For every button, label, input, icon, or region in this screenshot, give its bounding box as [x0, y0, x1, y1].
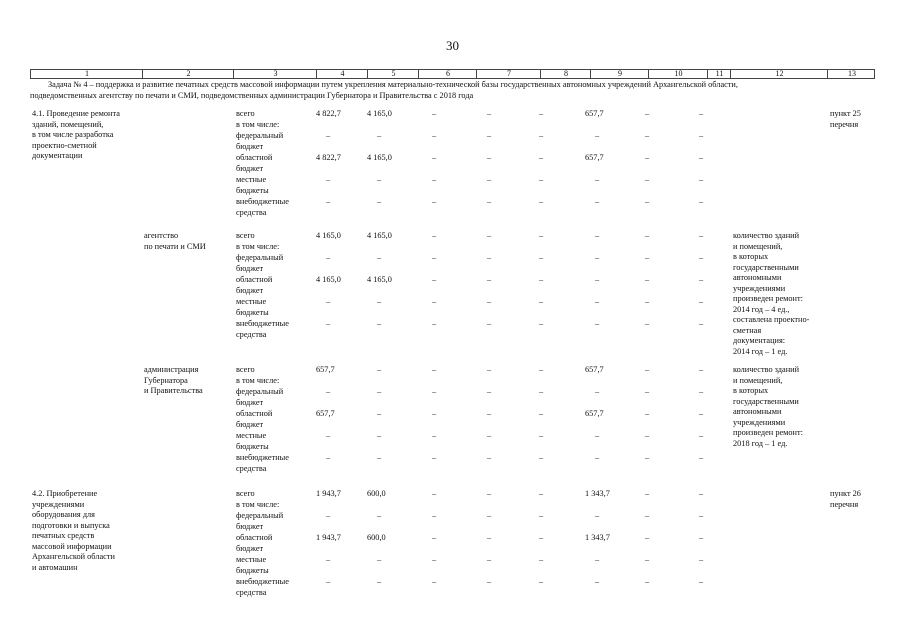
empty-value-dash: –: [595, 231, 600, 240]
funding-source-label: всего в том числе:: [236, 489, 280, 509]
page-number: 30: [446, 38, 459, 53]
result-indicator: количество зданий и помещений, в которых государственными автономными учреждениями произведен ремонт: 2014 год – 4 ед., составлена проектно- сметная документация: 2014 год – 1 ед.: [733, 231, 810, 356]
empty-value-dash: –: [487, 319, 492, 328]
budget-value: 1 343,7: [585, 489, 610, 498]
task-title-line: Задача № 4 – поддержка и развитие печатных средств массовой информации путем укрепления материально-технической базы государственных автономных учреждений Архангельской области,: [48, 80, 738, 89]
column-number: 8: [564, 69, 568, 78]
column-divider: [707, 70, 708, 78]
empty-value-dash: –: [487, 555, 492, 564]
empty-value-dash: –: [539, 365, 544, 374]
column-divider: [648, 70, 649, 78]
empty-value-dash: –: [377, 431, 382, 440]
budget-value: 4 165,0: [367, 231, 392, 240]
empty-value-dash: –: [699, 109, 704, 118]
empty-value-dash: –: [699, 131, 704, 140]
empty-value-dash: –: [699, 197, 704, 206]
empty-value-dash: –: [487, 231, 492, 240]
funding-source-label: местные бюджеты: [236, 555, 269, 575]
empty-value-dash: –: [377, 453, 382, 462]
column-number: 1: [85, 69, 89, 78]
column-divider: [233, 70, 234, 78]
empty-value-dash: –: [539, 577, 544, 586]
column-number: 5: [391, 69, 396, 78]
empty-value-dash: –: [645, 275, 650, 284]
empty-value-dash: –: [326, 431, 331, 440]
empty-value-dash: –: [487, 275, 492, 284]
empty-value-dash: –: [539, 453, 544, 462]
empty-value-dash: –: [487, 175, 492, 184]
funding-source-label: местные бюджеты: [236, 297, 269, 317]
task-title: [30, 80, 875, 101]
empty-value-dash: –: [539, 253, 544, 262]
empty-value-dash: –: [595, 297, 600, 306]
empty-value-dash: –: [432, 365, 437, 374]
empty-value-dash: –: [377, 297, 382, 306]
empty-value-dash: –: [595, 453, 600, 462]
empty-value-dash: –: [595, 431, 600, 440]
empty-value-dash: –: [326, 387, 331, 396]
empty-value-dash: –: [595, 175, 600, 184]
empty-value-dash: –: [432, 253, 437, 262]
empty-value-dash: –: [487, 131, 492, 140]
column-divider: [316, 70, 317, 78]
reference-item: пункт 26 перечня: [830, 489, 861, 509]
empty-value-dash: –: [645, 131, 650, 140]
empty-value-dash: –: [432, 577, 437, 586]
empty-value-dash: –: [487, 253, 492, 262]
budget-value: 657,7: [316, 365, 335, 374]
column-divider: [590, 70, 591, 78]
funding-source-label: всего в том числе:: [236, 365, 280, 385]
empty-value-dash: –: [645, 253, 650, 262]
funding-source-label: всего в том числе:: [236, 109, 280, 129]
column-number: 4: [340, 69, 345, 78]
column-number: 2: [186, 69, 191, 78]
empty-value-dash: –: [377, 253, 382, 262]
budget-value: 1 343,7: [585, 533, 610, 542]
empty-value-dash: –: [432, 489, 437, 498]
empty-value-dash: –: [539, 489, 544, 498]
empty-value-dash: –: [377, 577, 382, 586]
empty-value-dash: –: [699, 153, 704, 162]
empty-value-dash: –: [326, 577, 331, 586]
empty-value-dash: –: [645, 431, 650, 440]
budget-value: 1 943,7: [316, 489, 341, 498]
empty-value-dash: –: [326, 197, 331, 206]
column-number: 9: [618, 69, 622, 78]
empty-value-dash: –: [645, 153, 650, 162]
empty-value-dash: –: [326, 253, 331, 262]
empty-value-dash: –: [539, 153, 544, 162]
funding-source-label: местные бюджеты: [236, 175, 269, 195]
empty-value-dash: –: [699, 175, 704, 184]
empty-value-dash: –: [487, 365, 492, 374]
budget-value: 657,7: [585, 365, 604, 374]
empty-value-dash: –: [699, 453, 704, 462]
funding-source-label: областной бюджет: [236, 275, 273, 295]
empty-value-dash: –: [645, 453, 650, 462]
empty-value-dash: –: [487, 197, 492, 206]
empty-value-dash: –: [699, 533, 704, 542]
executor-name: администрация Губернатора и Правительства: [144, 365, 203, 395]
empty-value-dash: –: [377, 511, 382, 520]
empty-value-dash: –: [645, 511, 650, 520]
budget-value: 600,0: [367, 489, 386, 498]
empty-value-dash: –: [699, 253, 704, 262]
empty-value-dash: –: [699, 511, 704, 520]
empty-value-dash: –: [377, 197, 382, 206]
funding-source-label: внебюджетные средства: [236, 197, 289, 217]
empty-value-dash: –: [595, 275, 600, 284]
empty-value-dash: –: [645, 577, 650, 586]
budget-value: 657,7: [585, 153, 604, 162]
empty-value-dash: –: [432, 555, 437, 564]
empty-value-dash: –: [432, 431, 437, 440]
empty-value-dash: –: [539, 533, 544, 542]
activity-name: 4.1. Проведение ремонта зданий, помещений, в том числе разработка проектно-сметной документации: [32, 109, 120, 160]
empty-value-dash: –: [645, 297, 650, 306]
empty-value-dash: –: [595, 511, 600, 520]
empty-value-dash: –: [487, 153, 492, 162]
budget-table: [30, 69, 875, 637]
empty-value-dash: –: [487, 489, 492, 498]
empty-value-dash: –: [432, 275, 437, 284]
empty-value-dash: –: [645, 319, 650, 328]
empty-value-dash: –: [487, 431, 492, 440]
empty-value-dash: –: [539, 319, 544, 328]
empty-value-dash: –: [326, 453, 331, 462]
column-number: 11: [715, 69, 724, 78]
empty-value-dash: –: [539, 109, 544, 118]
budget-value: 4 165,0: [316, 231, 341, 240]
budget-value: 4 165,0: [367, 109, 392, 118]
empty-value-dash: –: [699, 231, 704, 240]
result-indicator: количество зданий и помещений, в которых государственными автономными учреждениями произведен ремонт: 2018 год – 1 ед.: [733, 365, 803, 448]
empty-value-dash: –: [539, 275, 544, 284]
empty-value-dash: –: [539, 387, 544, 396]
budget-value: 657,7: [585, 109, 604, 118]
empty-value-dash: –: [432, 153, 437, 162]
empty-value-dash: –: [432, 131, 437, 140]
empty-value-dash: –: [595, 253, 600, 262]
empty-value-dash: –: [595, 319, 600, 328]
empty-value-dash: –: [595, 555, 600, 564]
funding-source-label: всего в том числе:: [236, 231, 280, 251]
column-number-header: [30, 69, 875, 79]
funding-source-label: федеральный бюджет: [236, 131, 284, 151]
empty-value-dash: –: [487, 533, 492, 542]
empty-value-dash: –: [487, 453, 492, 462]
empty-value-dash: –: [377, 409, 382, 418]
empty-value-dash: –: [432, 387, 437, 396]
empty-value-dash: –: [432, 511, 437, 520]
empty-value-dash: –: [645, 175, 650, 184]
empty-value-dash: –: [699, 319, 704, 328]
column-divider: [418, 70, 419, 78]
empty-value-dash: –: [699, 387, 704, 396]
empty-value-dash: –: [432, 231, 437, 240]
empty-value-dash: –: [645, 533, 650, 542]
budget-value: 4 165,0: [367, 153, 392, 162]
empty-value-dash: –: [432, 409, 437, 418]
empty-value-dash: –: [432, 319, 437, 328]
funding-source-label: федеральный бюджет: [236, 253, 284, 273]
budget-value: 1 943,7: [316, 533, 341, 542]
empty-value-dash: –: [595, 577, 600, 586]
empty-value-dash: –: [595, 197, 600, 206]
budget-value: 4 165,0: [367, 275, 392, 284]
empty-value-dash: –: [699, 577, 704, 586]
empty-value-dash: –: [699, 489, 704, 498]
column-divider: [730, 70, 731, 78]
funding-source-label: областной бюджет: [236, 533, 273, 553]
empty-value-dash: –: [645, 409, 650, 418]
budget-value: 657,7: [316, 409, 335, 418]
column-number: 13: [848, 69, 856, 78]
empty-value-dash: –: [645, 109, 650, 118]
empty-value-dash: –: [645, 387, 650, 396]
funding-source-label: местные бюджеты: [236, 431, 269, 451]
empty-value-dash: –: [432, 453, 437, 462]
empty-value-dash: –: [432, 297, 437, 306]
empty-value-dash: –: [699, 555, 704, 564]
funding-source-label: областной бюджет: [236, 153, 273, 173]
empty-value-dash: –: [645, 555, 650, 564]
empty-value-dash: –: [432, 109, 437, 118]
empty-value-dash: –: [432, 175, 437, 184]
empty-value-dash: –: [377, 365, 382, 374]
budget-value: 600,0: [367, 533, 386, 542]
column-number: 6: [446, 69, 450, 78]
empty-value-dash: –: [645, 231, 650, 240]
column-number: 10: [674, 69, 683, 78]
activity-name: 4.2. Приобретение учреждениями оборудования для подготовки и выпуска печатных средств массовой информации Архангельской области и автомашин: [32, 489, 115, 572]
column-divider: [827, 70, 828, 78]
empty-value-dash: –: [595, 131, 600, 140]
empty-value-dash: –: [539, 175, 544, 184]
empty-value-dash: –: [539, 197, 544, 206]
empty-value-dash: –: [699, 297, 704, 306]
empty-value-dash: –: [432, 533, 437, 542]
empty-value-dash: –: [326, 175, 331, 184]
funding-source-label: внебюджетные средства: [236, 319, 289, 339]
empty-value-dash: –: [539, 555, 544, 564]
empty-value-dash: –: [326, 555, 331, 564]
empty-value-dash: –: [539, 511, 544, 520]
empty-value-dash: –: [326, 511, 331, 520]
column-divider: [142, 70, 143, 78]
empty-value-dash: –: [645, 365, 650, 374]
empty-value-dash: –: [326, 131, 331, 140]
empty-value-dash: –: [377, 319, 382, 328]
empty-value-dash: –: [595, 387, 600, 396]
reference-item: пункт 25 перечня: [830, 109, 861, 129]
empty-value-dash: –: [539, 131, 544, 140]
empty-value-dash: –: [699, 431, 704, 440]
column-divider: [476, 70, 477, 78]
empty-value-dash: –: [377, 175, 382, 184]
empty-value-dash: –: [432, 197, 437, 206]
empty-value-dash: –: [699, 409, 704, 418]
budget-value: 4 165,0: [316, 275, 341, 284]
empty-value-dash: –: [539, 409, 544, 418]
task-title-line: подведомственных агентству по печати и СМИ, подведомственных администрации Губернатора и Правительства с 2018 года: [30, 90, 474, 100]
empty-value-dash: –: [487, 511, 492, 520]
empty-value-dash: –: [699, 365, 704, 374]
empty-value-dash: –: [377, 131, 382, 140]
empty-value-dash: –: [699, 275, 704, 284]
empty-value-dash: –: [487, 409, 492, 418]
empty-value-dash: –: [326, 319, 331, 328]
funding-source-label: внебюджетные средства: [236, 453, 289, 473]
funding-source-label: федеральный бюджет: [236, 387, 284, 407]
empty-value-dash: –: [326, 297, 331, 306]
empty-value-dash: –: [487, 387, 492, 396]
budget-value: 657,7: [585, 409, 604, 418]
column-divider: [367, 70, 368, 78]
empty-value-dash: –: [487, 109, 492, 118]
empty-value-dash: –: [487, 297, 492, 306]
column-divider: [540, 70, 541, 78]
funding-source-label: областной бюджет: [236, 409, 273, 429]
empty-value-dash: –: [539, 431, 544, 440]
budget-value: 4 822,7: [316, 153, 341, 162]
executor-name: агентство по печати и СМИ: [144, 231, 206, 251]
empty-value-dash: –: [645, 197, 650, 206]
empty-value-dash: –: [539, 297, 544, 306]
funding-source-label: внебюджетные средства: [236, 577, 289, 597]
column-number: 12: [775, 69, 784, 78]
column-number: 7: [507, 69, 511, 78]
empty-value-dash: –: [645, 489, 650, 498]
empty-value-dash: –: [487, 577, 492, 586]
budget-value: 4 822,7: [316, 109, 341, 118]
column-number: 3: [273, 69, 278, 78]
empty-value-dash: –: [539, 231, 544, 240]
empty-value-dash: –: [377, 555, 382, 564]
empty-value-dash: –: [377, 387, 382, 396]
funding-source-label: федеральный бюджет: [236, 511, 284, 531]
